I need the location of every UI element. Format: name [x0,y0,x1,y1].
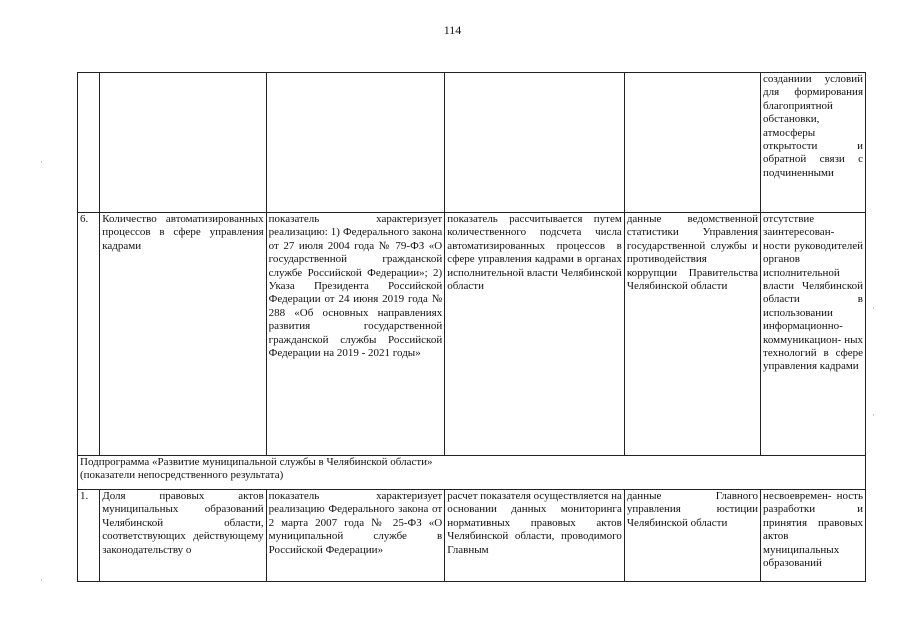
scan-mark-icon: · [872,303,875,313]
cell-name: Количество автоматизированных процессов в сфере управления кадрами [100,213,266,456]
cell-name: Доля правовых актов муниципальных образований Челябинской области, соответствующих действующему законодательству о [100,490,266,582]
scan-mark-icon: · [40,157,43,167]
section-row [78,456,866,490]
cell-characteristic: показатель характеризует реализацию: 1) Федерального закона от 27 июля 2004 года № 79-ФЗ «О государственной гражданской службе Российской Федерации»; 2) Указа Президента Российской Федерации от 24 июня 2019 года № 288 «Об основных направлениях развития государственной гражданской службы Российской Федерации на 2019 - 2021 годы» [266,213,445,456]
scan-mark-icon: · [40,575,43,585]
scan-mark-icon: · [872,410,875,420]
section-subtitle: (показатели непосредственного результата) [80,469,284,482]
cell-factors: несвоевремен- ность разработки и принятия правовых актов муниципальных образований [761,490,866,582]
cell-num: 1. [78,490,100,582]
cell-factors: отсутствие заинтересован- ности руководителей органов исполнительной власти Челябинской области в использовании информационно- коммуникацион- ных технологий в сфере управления кадрами [761,213,866,456]
cell-characteristic: показатель характеризует реализацию Федерального закона от 2 марта 2007 года № 25-ФЗ «О муниципальной службе в Российской Федерации» [266,490,445,582]
cell-calculation [445,73,625,213]
cell-source: данные Главного управления юстиции Челябинской области [624,490,760,582]
cell-name [100,73,266,213]
cell-factors: созданиии условий для формирования благоприятной обстановки, атмосферы открытости и обратной связи с подчиненными [761,73,866,213]
cell-num: 6. [78,213,100,456]
page-number: 114 [443,23,462,37]
section-heading [78,456,866,490]
cell-calculation: расчет показателя осуществляется на основании данных мониторинга нормативных правовых актов Челябинской области, проводимого Главным [445,490,625,582]
section-title: Подпрограмма «Развитие муниципальной службы в Челябинской области» [80,456,433,468]
cell-num [78,73,100,213]
indicators-table [77,72,866,582]
cell-source [624,73,760,213]
cell-characteristic [266,73,445,213]
table-row-1 [78,490,866,582]
table-row-6 [78,213,866,456]
cell-calculation: показатель рассчитывается путем количественного подсчета числа автоматизированных процессов в сфере управления кадрами в органах исполнительной власти Челябинской области [445,213,625,456]
cell-source: данные ведомственной статистики Управления государственной службы и противодействия коррупции Правительства Челябинской области [624,213,760,456]
table-row-continuation [78,73,866,213]
